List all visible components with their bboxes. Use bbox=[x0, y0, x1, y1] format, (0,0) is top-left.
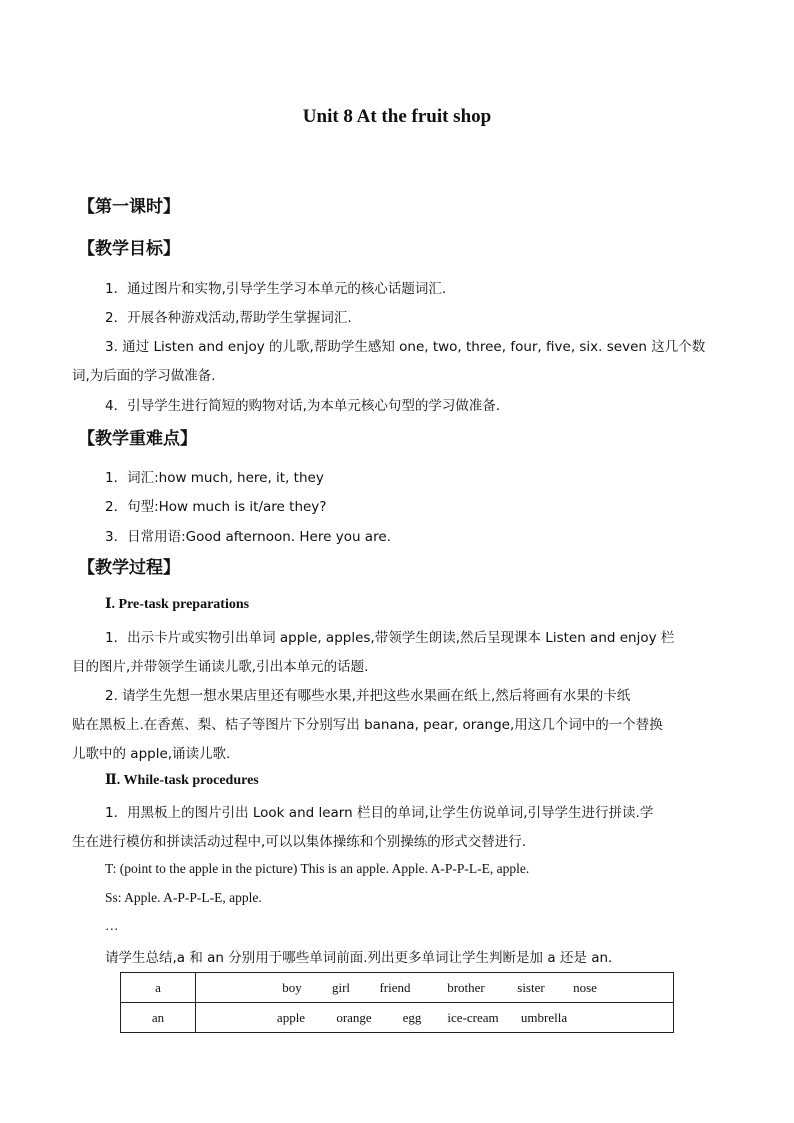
objective-line: 3. 通过 Listen and enjoy 的儿歌,帮助学生感知 one, two, three, four, five, six. seven 这几个数 bbox=[105, 339, 706, 355]
key-points-heading: 【教学重难点】 bbox=[78, 429, 197, 449]
words-cell bbox=[196, 973, 674, 1003]
word: egg bbox=[402, 1009, 422, 1025]
pre-task-line: 儿歌中的 apple,诵读儿歌. bbox=[72, 746, 231, 762]
word: boy bbox=[282, 979, 302, 995]
dialog-line: T: (point to the apple in the picture) This is an apple. Apple. A-P-P-L-E, apple. bbox=[105, 861, 530, 876]
process-heading: 【教学过程】 bbox=[78, 558, 180, 578]
table-row bbox=[121, 973, 674, 1003]
while-task-heading: Ⅱ. While-task procedures bbox=[105, 773, 259, 788]
word: nose bbox=[573, 979, 597, 995]
word: ice-cream bbox=[447, 1009, 499, 1025]
while-task-line: 生在进行模仿和拼读活动过程中,可以以集体操练和个别操练的形式交替进行. bbox=[72, 834, 527, 850]
word: girl bbox=[331, 979, 351, 995]
key-point-line: 1．词汇:how much, here, it, they bbox=[105, 470, 324, 486]
objective-line: 词,为后面的学习做准备. bbox=[72, 368, 216, 384]
word: orange bbox=[336, 1009, 372, 1025]
word: umbrella bbox=[520, 1009, 568, 1025]
word: brother bbox=[447, 979, 485, 995]
objective-line: 2．开展各种游戏活动,帮助学生掌握词汇. bbox=[105, 310, 352, 326]
key-point-line: 3．日常用语:Good afternoon. Here you are. bbox=[105, 529, 391, 545]
lesson-heading: 【第一课时】 bbox=[78, 197, 180, 217]
word: sister bbox=[517, 979, 545, 995]
objective-line: 1．通过图片和实物,引导学生学习本单元的核心话题词汇. bbox=[105, 281, 447, 297]
objectives-heading: 【教学目标】 bbox=[78, 239, 180, 259]
pre-task-line: 2. 请学生先想一想水果店里还有哪些水果,并把这些水果画在纸上,然后将画有水果的卡纸 bbox=[105, 688, 631, 704]
summary-line: 请学生总结,a 和 an 分别用于哪些单词前面.列出更多单词让学生判断是加 a 还是 an. bbox=[105, 950, 613, 966]
table-row bbox=[121, 1003, 674, 1033]
pre-task-heading: Ⅰ. Pre-task preparations bbox=[105, 597, 250, 612]
word: apple bbox=[276, 1009, 306, 1025]
dialog-line: Ss: Apple. A-P-P-L-E, apple. bbox=[105, 890, 262, 905]
article-cell: a bbox=[121, 973, 196, 1003]
key-point-line: 2．句型:How much is it/are they? bbox=[105, 499, 327, 515]
dialog-ellipsis: … bbox=[105, 918, 119, 933]
document-title: Unit 8 At the fruit shop bbox=[302, 106, 492, 127]
pre-task-line: 贴在黑板上.在香蕉、梨、桔子等图片下分别写出 banana, pear, orange,用这几个词中的一个替换 bbox=[72, 717, 663, 733]
article-cell: an bbox=[121, 1003, 196, 1033]
pre-task-line: 目的图片,并带领学生诵读儿歌,引出本单元的话题. bbox=[72, 659, 369, 675]
words-cell bbox=[196, 1003, 674, 1033]
pre-task-line: 1．出示卡片或实物引出单词 apple, apples,带领学生朗读,然后呈现课本 Listen and enjoy 栏 bbox=[105, 630, 675, 646]
article-word-table bbox=[120, 972, 674, 1033]
objective-line: 4．引导学生进行简短的购物对话,为本单元核心句型的学习做准备. bbox=[105, 398, 501, 414]
while-task-line: 1．用黑板上的图片引出 Look and learn 栏目的单词,让学生仿说单词,引导学生进行拼读.学 bbox=[105, 805, 654, 821]
word: friend bbox=[379, 979, 411, 995]
